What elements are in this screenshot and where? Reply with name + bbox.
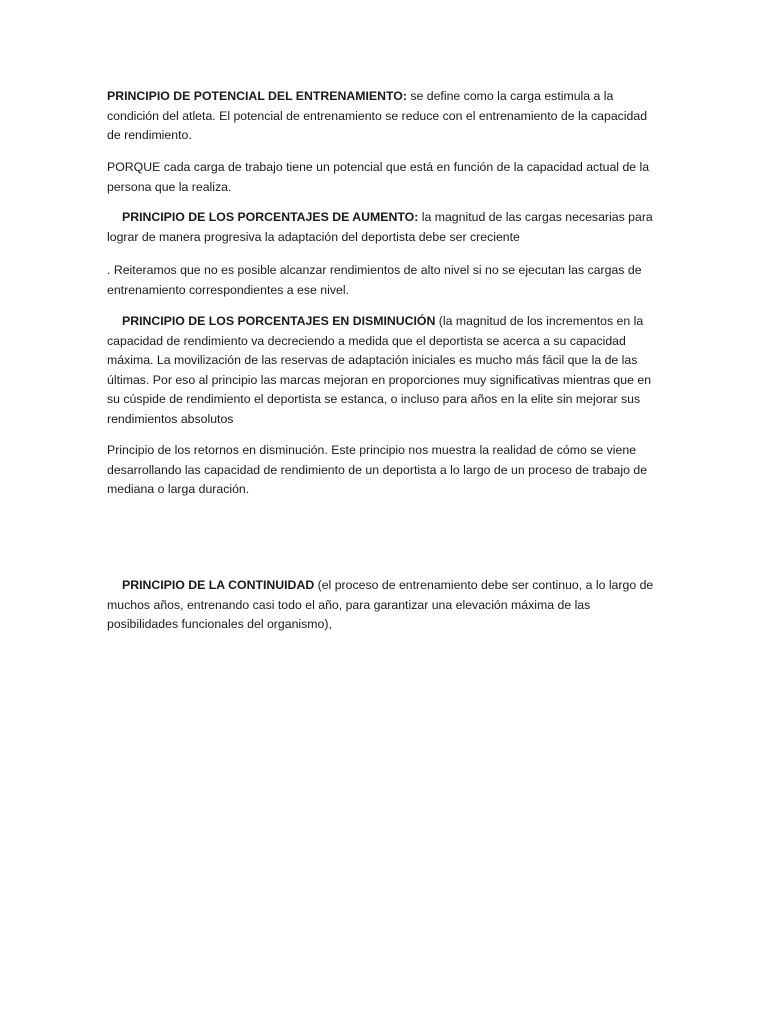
paragraph-heading: PRINCIPIO DE LOS PORCENTAJES EN DISMINUCIÓN [122,314,436,328]
paragraph-heading: PRINCIPIO DE LOS PORCENTAJES DE AUMENTO: [122,210,419,224]
paragraph-porcentajes-aumento [107,208,663,247]
paragraph-retornos-disminucion [107,441,663,500]
paragraph-body: (la magnitud de los incrementos en la capacidad de rendimiento va decreciendo a medida que el deportista se acerca a su capacidad máxima. La movilización de las reservas de adaptación iniciales es mucho más fácil que la de las últimas. Por eso al principio las marcas mejoran en proporciones muy significativas mientras que en su cúspide de rendimiento el deportista se estanca, o incluso para años en la elite sin mejorar sus rendimientos absolutos [107,314,652,426]
paragraph-body: se define como la carga estimula a la condición del atleta. El potencial de entrenamiento se reduce con el entrenamiento de la capacidad de rendimiento. [107,89,648,142]
paragraph-body: (el proceso de entrenamiento debe ser continuo, a lo largo de muchos años, entrenando casi todo el año, para garantizar una elevación máxima de las posibilidades funcionales del organismo), [107,578,654,631]
paragraph-reiteramos [107,261,663,300]
paragraph-body: la magnitud de las cargas necesarias para lograr de manera progresiva la adaptación del deportista debe ser creciente [107,210,653,244]
paragraph-heading: PRINCIPIO DE LA CONTINUIDAD [122,578,315,592]
paragraph-body: . Reiteramos que no es posible alcanzar rendimientos de alto nivel si no se ejecutan las cargas de entrenamiento correspondientes a ese nivel. [107,263,642,297]
paragraph-continuidad [107,576,663,635]
paragraph-body: PORQUE cada carga de trabajo tiene un potencial que está en función de la capacidad actual de la persona que la realiza. [107,160,650,194]
paragraph-porque [107,158,663,197]
paragraph-body: Principio de los retornos en disminución. Este principio nos muestra la realidad de cómo se viene desarrollando las capacidad de rendimiento de un deportista a lo largo de un proceso de trabajo de mediana o larga duración. [107,443,648,496]
paragraph-heading: PRINCIPIO DE POTENCIAL DEL ENTRENAMIENTO: [107,89,407,103]
paragraph-porcentajes-disminucion [107,312,663,429]
paragraph-potencial-entrenamiento [107,87,663,146]
